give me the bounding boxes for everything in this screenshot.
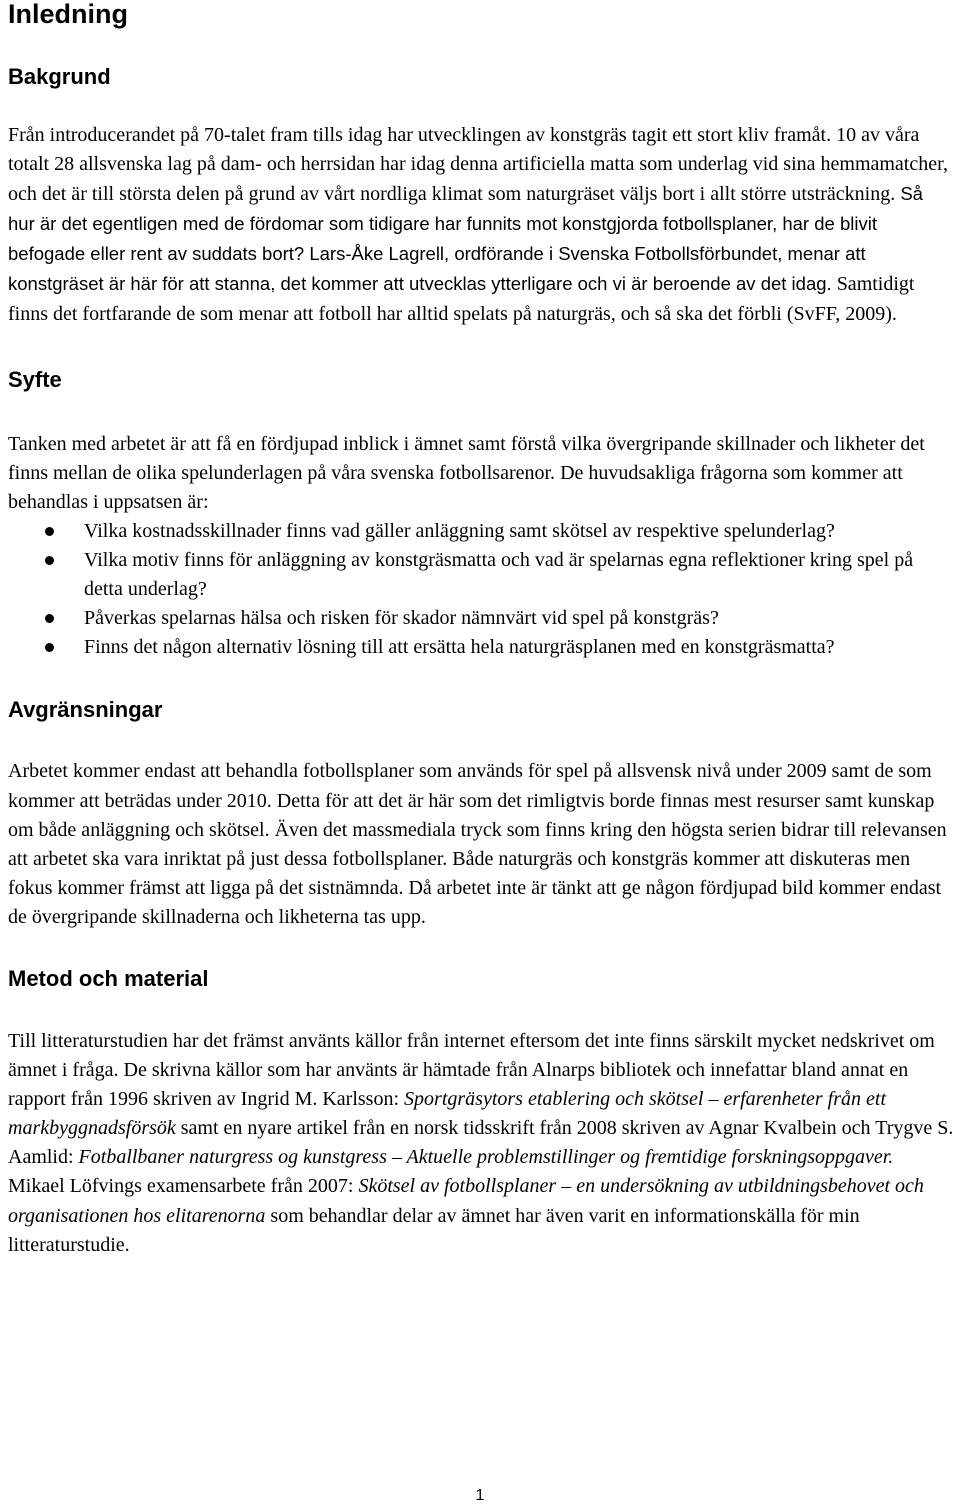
- bullet-icon: [45, 643, 54, 652]
- bullet-icon: [45, 527, 54, 536]
- cited-title: Sportgräsytors etablering och skötsel – erfarenheter från ett markbyggnadsförsök: [8, 1088, 887, 1140]
- heading-bakgrund: Bakgrund: [8, 64, 111, 89]
- page-number: 1: [475, 1487, 485, 1504]
- question-list: [8, 517, 954, 662]
- bullet-icon: [45, 614, 54, 623]
- heading-metod: Metod och material: [8, 965, 209, 991]
- page-title: Inledning: [8, 0, 128, 29]
- bullet-icon: [45, 556, 54, 565]
- document-page: [8, 0, 954, 1260]
- list-item: Finns det någon alternativ lösning till att ersätta hela naturgräsplanen med en konstgräsmatta?: [8, 633, 954, 662]
- list-item: Påverkas spelarnas hälsa och risken för skador nämnvärt vid spel på konstgräs?: [8, 604, 954, 633]
- syfte-text-b: De huvudsakliga frågorna som kommer att behandlas i uppsatsen är:: [8, 461, 903, 513]
- bakgrund-text-c: Samtidigt finns det fortfarande de som menar att fotboll har alltid spelats på naturgräs, och så ska det förbli (SvFF, 2009).: [8, 273, 915, 325]
- paragraph-metod: Till litteraturstudien har det främst använts källor från internet eftersom det inte finns särskilt mycket nedskrivet om ämnet i fråga. De skrivna källor som har använts är hämtade från Alnarps bibliotek och innefattar bland annat en rapport från 1996 skriven av Ingrid M. Karlsson: Sportgräsytors etablering och skötsel – erfarenheter från ett markbyggnadsförsök samt en nyare artikel från en norsk tidsskrift från 2008 skriven av Agnar Kvalbein och Trygve S. Aamlid: Fotballbaner naturgress og kunstgress – Aktuelle problemstillinger og fremtidige forskningsoppgaver. Mikael Löfvings examensarbete från 2007: Skötsel av fotbollsplaner – en undersökning av utbildningsbehovet och organisationen hos elitarenorna som behandlar delar av ämnet har även varit en informationskälla för min litteraturstudie.: [8, 1029, 954, 1256]
- bakgrund-text-a: Från introducerandet på 70-talet fram tills idag har utvecklingen av konstgräs tagit ett stort kliv framåt. 10 av våra totalt 28 allsvenska lag på dam- och herrsidan har idag denna artificiella matta som underlag vid sina hemmamatcher, och det är till största delen på grund av vårt nordliga klimat som naturgräset väljs bort i allt större utsträckning.: [8, 124, 948, 206]
- paragraph-avgransningar: Arbetet kommer endast att behandla fotbollsplaner som används för spel på allsvensk nivå under 2009 samt de som kommer att beträdas under 2010. Detta för att det är här som det rimligtvis borde finnas mest resurser samt kunskap om både anläggning och skötsel. Även det massmediala tryck som finns kring den högsta serien bidrar till relevansen att arbetet ska vara inriktat på just dessa fotbollsplaner. Både naturgräs och konstgräs kommer att diskuteras men fokus kommer främst att ligga på det sistnämnda. Då arbetet inte är tänkt att ge någon fördjupad bild kommer endast de övergripande skillnaderna och likheterna tas upp.: [8, 760, 947, 928]
- paragraph-bakgrund: [8, 121, 954, 329]
- paragraph-syfte: [8, 430, 954, 517]
- cited-title: Skötsel av fotbollsplaner – en undersökning av utbildningsbehovet och organisationen hos elitarenorna: [8, 1175, 924, 1227]
- syfte-text-a: Tanken med arbetet är att få en fördjupad inblick i ämnet samt förstå vilka övergripande skillnader och likheter det finns mellan de olika spelunderlagen på våra svenska fotbollsarenor.: [8, 432, 925, 484]
- cited-title: Fotballbaner naturgress og kunstgress – Aktuelle problemstillinger og fremtidige forskningsoppgaver.: [78, 1146, 894, 1169]
- heading-avgransningar: Avgränsningar: [8, 697, 163, 723]
- heading-syfte: Syfte: [8, 366, 62, 392]
- list-item: Vilka motiv finns för anläggning av konstgräsmatta och vad är spelarnas egna reflektioner kring spel på detta underlag?: [8, 546, 954, 604]
- list-item: Vilka kostnadsskillnader finns vad gäller anläggning samt skötsel av respektive spelunderlag?: [8, 517, 954, 546]
- bakgrund-text-b: Så hur är det egentligen med de fördomar som tidigare har funnits mot konstgjorda fotbollsplaner, har de blivit befogade eller rent av suddats bort? Lars-Åke Lagrell, ordförande i Svenska Fotbollsförbundet, menar att konstgräset är här för att stanna, det kommer att utvecklas ytterligare och vi är beroende av det idag.: [8, 183, 923, 295]
